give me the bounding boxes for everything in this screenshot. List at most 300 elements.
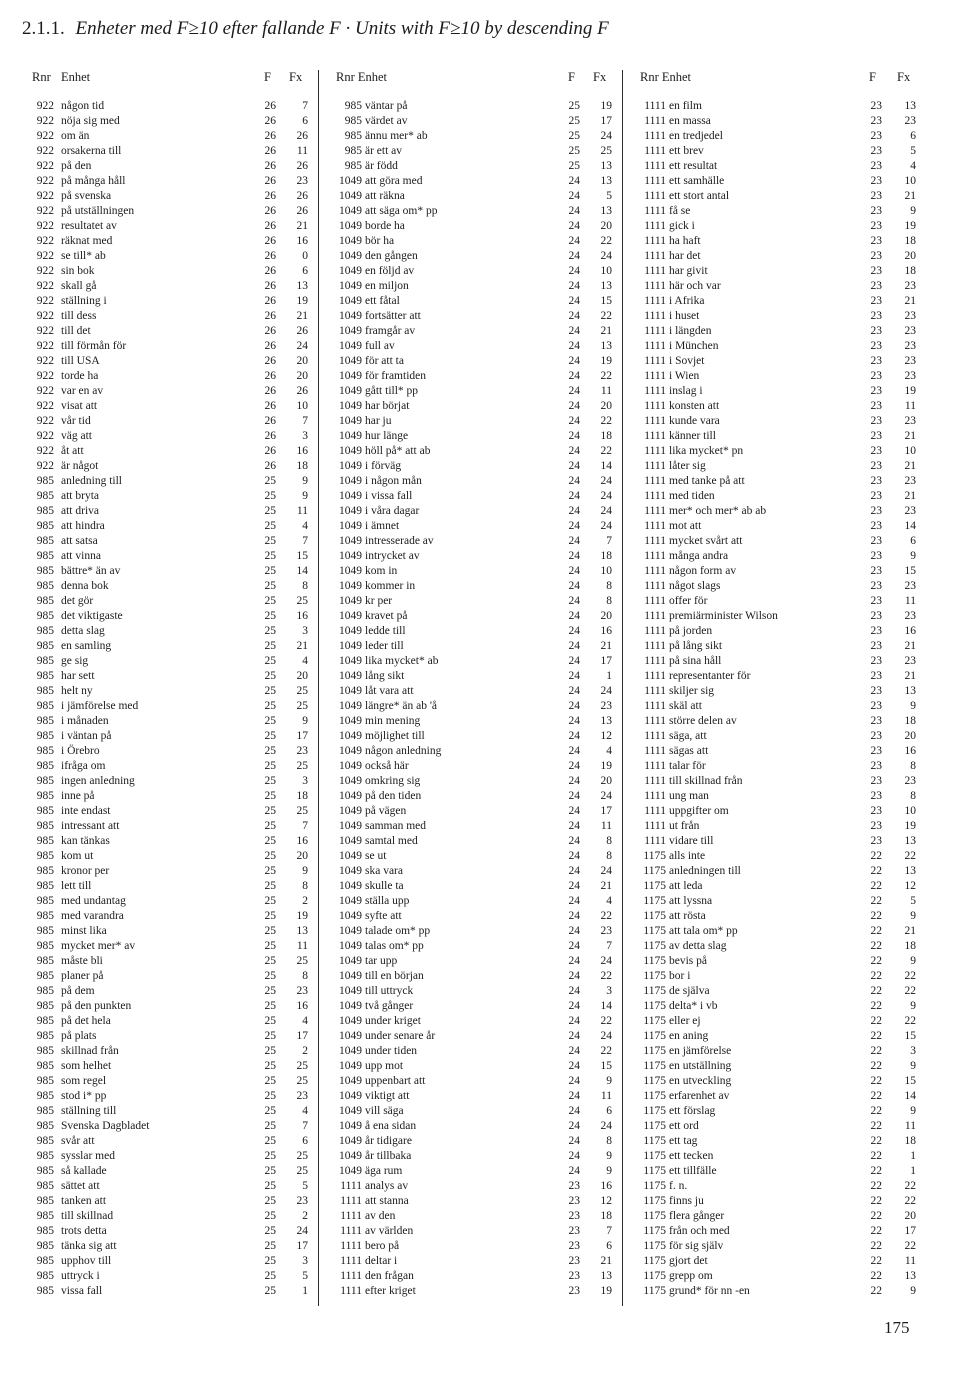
- table-row: [32, 310, 308, 325]
- rnr-cell: 985: [36, 835, 54, 847]
- fx-cell: 23: [296, 985, 308, 997]
- unit-cell: det viktigaste: [61, 610, 123, 622]
- rnr-cell: 1175: [643, 865, 666, 877]
- unit-cell: leder till: [365, 640, 404, 652]
- fx-cell: 18: [296, 790, 308, 802]
- rnr-cell: 922: [36, 415, 54, 427]
- fx-cell: 26: [296, 160, 308, 172]
- fx-cell: 10: [600, 565, 612, 577]
- table-row: [32, 925, 308, 940]
- f-cell: 23: [870, 730, 882, 742]
- table-row: [32, 1270, 308, 1285]
- f-cell: 25: [264, 1210, 276, 1222]
- unit-cell: mot att: [669, 520, 702, 532]
- rnr-cell: 1111: [644, 235, 666, 247]
- rnr-cell: 1175: [643, 1105, 666, 1117]
- fx-cell: 17: [600, 115, 612, 127]
- table-row: [336, 730, 610, 745]
- fx-cell: 24: [600, 790, 612, 802]
- unit-cell: under tiden: [365, 1045, 418, 1057]
- rnr-cell: 985: [36, 970, 54, 982]
- rnr-cell: 1111: [644, 340, 666, 352]
- f-cell: 23: [568, 1225, 580, 1237]
- rnr-cell: 985: [36, 670, 54, 682]
- unit-cell: på jorden: [669, 625, 713, 637]
- f-cell: 25: [264, 1105, 276, 1117]
- f-cell: 23: [870, 520, 882, 532]
- fx-cell: 18: [904, 265, 916, 277]
- table-row: [640, 700, 914, 715]
- table-row: [336, 220, 610, 235]
- rnr-cell: 1111: [644, 490, 666, 502]
- f-cell: 24: [568, 385, 580, 397]
- fx-cell: 17: [296, 730, 308, 742]
- f-cell: 22: [870, 925, 882, 937]
- unit-cell: av världen: [365, 1225, 414, 1237]
- fx-cell: 11: [904, 1255, 916, 1267]
- table-row: [336, 1120, 610, 1135]
- table-row: [32, 1000, 308, 1015]
- f-cell: 23: [870, 805, 882, 817]
- table-row: [336, 970, 610, 985]
- unit-cell: orsakerna till: [61, 145, 122, 157]
- unit-cell: ung man: [669, 790, 709, 802]
- fx-cell: 1: [910, 1150, 916, 1162]
- fx-cell: 26: [296, 325, 308, 337]
- fx-cell: 24: [600, 520, 612, 532]
- fx-cell: 25: [296, 1165, 308, 1177]
- fx-cell: 19: [904, 385, 916, 397]
- fx-cell: 22: [600, 910, 612, 922]
- table-row: [32, 475, 308, 490]
- rnr-cell: 1111: [644, 685, 666, 697]
- unit-cell: den frågan: [365, 1270, 414, 1282]
- f-cell: 26: [264, 100, 276, 112]
- unit-cell: ingen anledning: [61, 775, 135, 787]
- f-cell: 26: [264, 190, 276, 202]
- f-cell: 25: [264, 490, 276, 502]
- unit-cell: kronor per: [61, 865, 110, 877]
- f-cell: 22: [870, 940, 882, 952]
- unit-cell: anledningen till: [669, 865, 741, 877]
- f-cell: 22: [870, 1060, 882, 1072]
- unit-cell: gjort det: [669, 1255, 708, 1267]
- rnr-cell: 1175: [643, 1060, 666, 1072]
- unit-cell: ett tecken: [669, 1150, 714, 1162]
- fx-cell: 19: [296, 910, 308, 922]
- f-cell: 25: [264, 1075, 276, 1087]
- fx-cell: 8: [910, 760, 916, 772]
- fx-cell: 25: [296, 1150, 308, 1162]
- unit-cell: flera gånger: [669, 1210, 725, 1222]
- f-cell: 25: [264, 1255, 276, 1267]
- unit-cell: att rösta: [669, 910, 706, 922]
- unit-cell: ett fåtal: [365, 295, 400, 307]
- table-row: [640, 625, 914, 640]
- f-cell: 25: [264, 520, 276, 532]
- table-row: [336, 880, 610, 895]
- unit-cell: två gånger: [365, 1000, 414, 1012]
- unit-cell: en följd av: [365, 265, 415, 277]
- f-cell: 25: [264, 1090, 276, 1102]
- rnr-cell: 985: [36, 1270, 54, 1282]
- rnr-cell: 1049: [339, 640, 362, 652]
- f-cell: 24: [568, 1030, 580, 1042]
- rnr-cell: 1049: [339, 655, 362, 667]
- fx-cell: 3: [302, 625, 308, 637]
- table-row: [336, 625, 610, 640]
- table-row: [336, 1255, 610, 1270]
- rnr-cell: 1175: [643, 1165, 666, 1177]
- f-cell: 23: [870, 145, 882, 157]
- unit-cell: för framtiden: [365, 370, 426, 382]
- rnr-cell: 1049: [339, 1060, 362, 1072]
- rnr-cell: 985: [344, 145, 362, 157]
- fx-cell: 9: [910, 550, 916, 562]
- unit-cell: inslag i: [669, 385, 703, 397]
- table-row: [32, 190, 308, 205]
- f-cell: 24: [568, 280, 580, 292]
- unit-cell: kr per: [365, 595, 393, 607]
- f-cell: 25: [264, 940, 276, 952]
- f-cell: 24: [568, 355, 580, 367]
- f-cell: 22: [870, 1150, 882, 1162]
- rnr-cell: 985: [36, 1060, 54, 1072]
- table-row: [640, 175, 914, 190]
- fx-cell: 10: [904, 445, 916, 457]
- unit-cell: skillnad från: [61, 1045, 119, 1057]
- unit-cell: måste bli: [61, 955, 103, 967]
- unit-cell: inte endast: [61, 805, 111, 817]
- rnr-cell: 1049: [339, 445, 362, 457]
- fx-cell: 4: [302, 655, 308, 667]
- fx-cell: 18: [904, 715, 916, 727]
- rnr-cell: 1049: [339, 625, 362, 637]
- fx-cell: 4: [606, 745, 612, 757]
- fx-cell: 17: [600, 805, 612, 817]
- f-cell: 23: [870, 580, 882, 592]
- fx-cell: 12: [600, 730, 612, 742]
- table-row: [32, 1060, 308, 1075]
- table-row: [32, 1045, 308, 1060]
- rnr-cell: 985: [36, 1135, 54, 1147]
- f-cell: 22: [870, 880, 882, 892]
- unit-cell: till uttryck: [365, 985, 414, 997]
- f-cell: 22: [870, 1030, 882, 1042]
- f-cell: 24: [568, 325, 580, 337]
- f-cell: 24: [568, 175, 580, 187]
- fx-cell: 25: [296, 760, 308, 772]
- unit-cell: en massa: [669, 115, 711, 127]
- fx-cell: 9: [302, 475, 308, 487]
- fx-cell: 17: [904, 1225, 916, 1237]
- unit-cell: mer* och mer* ab ab: [669, 505, 767, 517]
- table-row: [32, 1240, 308, 1255]
- fx-cell: 23: [296, 745, 308, 757]
- f-cell: 25: [568, 160, 580, 172]
- table-row: [32, 730, 308, 745]
- f-cell: 25: [264, 1225, 276, 1237]
- rnr-cell: 985: [36, 715, 54, 727]
- section-title: Enheter med F≥10 efter fallande F · Units with F≥10 by descending F: [75, 18, 609, 39]
- fx-cell: 13: [600, 340, 612, 352]
- table-row: [336, 985, 610, 1000]
- fx-cell: 23: [904, 580, 916, 592]
- unit-cell: vissa fall: [61, 1285, 103, 1297]
- unit-cell: på sina håll: [669, 655, 722, 667]
- f-cell: 24: [568, 610, 580, 622]
- f-cell: 23: [870, 190, 882, 202]
- rnr-cell: 1175: [643, 985, 666, 997]
- table-row: [640, 265, 914, 280]
- table-row: [640, 1255, 914, 1270]
- unit-cell: talas om* pp: [365, 940, 424, 952]
- table-row: [640, 940, 914, 955]
- rnr-cell: 1175: [643, 1225, 666, 1237]
- unit-cell: på plats: [61, 1030, 97, 1042]
- rnr-cell: 985: [36, 1030, 54, 1042]
- table-row: [640, 205, 914, 220]
- fx-cell: 7: [606, 940, 612, 952]
- fx-cell: 24: [600, 955, 612, 967]
- f-cell: 26: [264, 175, 276, 187]
- table-row: [640, 1090, 914, 1105]
- unit-cell: delta* i vb: [669, 1000, 718, 1012]
- f-cell: 25: [264, 565, 276, 577]
- f-cell: 22: [870, 1285, 882, 1297]
- fx-cell: 23: [600, 700, 612, 712]
- rnr-cell: 1111: [644, 160, 666, 172]
- f-cell: 24: [568, 760, 580, 772]
- f-cell: 24: [568, 265, 580, 277]
- rnr-cell: 1111: [644, 610, 666, 622]
- f-cell: 24: [568, 490, 580, 502]
- fx-cell: 21: [600, 1255, 612, 1267]
- rnr-cell: 1049: [339, 1000, 362, 1012]
- unit-cell: nöja sig med: [61, 115, 120, 127]
- table-row: [640, 610, 914, 625]
- unit-cell: en miljon: [365, 280, 409, 292]
- table-row: [640, 250, 914, 265]
- f-cell: 25: [264, 640, 276, 652]
- table-row: [32, 1210, 308, 1225]
- f-cell: 24: [568, 445, 580, 457]
- fx-cell: 20: [600, 775, 612, 787]
- rnr-cell: 1049: [339, 280, 362, 292]
- table-row: [640, 295, 914, 310]
- table-row: [32, 985, 308, 1000]
- fx-cell: 22: [904, 1180, 916, 1192]
- f-cell: 23: [870, 115, 882, 127]
- rnr-cell: 985: [36, 1210, 54, 1222]
- unit-cell: äga rum: [365, 1165, 403, 1177]
- rnr-cell: 1049: [339, 310, 362, 322]
- f-cell: 22: [870, 1195, 882, 1207]
- unit-cell: i våra dagar: [365, 505, 420, 517]
- table-row: [32, 445, 308, 460]
- table-row: [336, 1195, 610, 1210]
- table-row: [336, 1225, 610, 1240]
- table-row: [336, 1165, 610, 1180]
- unit-cell: intressant att: [61, 820, 120, 832]
- fx-cell: 4: [302, 1015, 308, 1027]
- unit-cell: den gången: [365, 250, 418, 262]
- f-cell: 25: [264, 1000, 276, 1012]
- unit-cell: planer på: [61, 970, 104, 982]
- rnr-cell: 922: [36, 280, 54, 292]
- fx-cell: 7: [302, 100, 308, 112]
- rnr-cell: 985: [36, 985, 54, 997]
- rows: [32, 100, 308, 1300]
- unit-cell: lika mycket* pn: [669, 445, 744, 457]
- rnr-cell: 985: [36, 880, 54, 892]
- f-cell: 22: [870, 865, 882, 877]
- unit-cell: är född: [365, 160, 398, 172]
- rnr-cell: 1111: [644, 475, 666, 487]
- f-cell: 23: [870, 340, 882, 352]
- f-cell: 24: [568, 655, 580, 667]
- f-cell: 23: [568, 1210, 580, 1222]
- fx-cell: 8: [606, 835, 612, 847]
- table-row: [640, 325, 914, 340]
- fx-cell: 4: [606, 895, 612, 907]
- table-row: [336, 115, 610, 130]
- table-row: [336, 310, 610, 325]
- unit-cell: något slags: [669, 580, 721, 592]
- table-row: [32, 610, 308, 625]
- unit-cell: med undantag: [61, 895, 126, 907]
- unit-cell: inne på: [61, 790, 95, 802]
- unit-cell: av den: [365, 1210, 396, 1222]
- fx-cell: 23: [904, 310, 916, 322]
- fx-cell: 16: [296, 235, 308, 247]
- header-f: F: [869, 70, 876, 84]
- fx-cell: 21: [600, 880, 612, 892]
- unit-cell: framgår av: [365, 325, 416, 337]
- rnr-cell: 1175: [643, 955, 666, 967]
- table-row: [336, 850, 610, 865]
- unit-cell: efter kriget: [365, 1285, 416, 1297]
- rnr-cell: 985: [36, 685, 54, 697]
- f-cell: 22: [870, 1045, 882, 1057]
- rnr-cell: 985: [36, 535, 54, 547]
- table-row: [640, 1060, 914, 1075]
- table-row: [336, 190, 610, 205]
- rnr-cell: 1111: [644, 550, 666, 562]
- f-cell: 24: [568, 745, 580, 757]
- f-cell: 24: [568, 340, 580, 352]
- table-row: [640, 520, 914, 535]
- fx-cell: 0: [302, 250, 308, 262]
- f-cell: 24: [568, 475, 580, 487]
- fx-cell: 14: [904, 1090, 916, 1102]
- unit-cell: att hindra: [61, 520, 105, 532]
- f-cell: 24: [568, 430, 580, 442]
- rnr-cell: 1111: [644, 805, 666, 817]
- table-row: [336, 895, 610, 910]
- f-cell: 25: [264, 730, 276, 742]
- fx-cell: 24: [600, 130, 612, 142]
- f-cell: 24: [568, 310, 580, 322]
- unit-cell: en utställning: [669, 1060, 732, 1072]
- fx-cell: 21: [296, 310, 308, 322]
- unit-cell: ställning till: [61, 1105, 117, 1117]
- table-row: [640, 655, 914, 670]
- unit-cell: ut från: [669, 820, 700, 832]
- fx-cell: 20: [600, 220, 612, 232]
- fx-cell: 11: [296, 940, 308, 952]
- fx-cell: 25: [600, 145, 612, 157]
- unit-cell: i längden: [669, 325, 712, 337]
- table-row: [32, 100, 308, 115]
- table-row: [640, 445, 914, 460]
- fx-cell: 16: [904, 745, 916, 757]
- rnr-cell: 1049: [339, 325, 362, 337]
- f-cell: 26: [264, 235, 276, 247]
- unit-cell: Svenska Dagbladet: [61, 1120, 150, 1132]
- table-row: [32, 250, 308, 265]
- rnr-cell: 1049: [339, 1120, 362, 1132]
- unit-cell: talar för: [669, 760, 706, 772]
- rnr-cell: 1049: [339, 745, 362, 757]
- table-row: [32, 145, 308, 160]
- table-row: [32, 1135, 308, 1150]
- fx-cell: 11: [904, 595, 916, 607]
- f-cell: 24: [568, 400, 580, 412]
- f-cell: 25: [264, 820, 276, 832]
- rnr-cell: 1049: [339, 430, 362, 442]
- unit-cell: har det: [669, 250, 701, 262]
- fx-cell: 23: [904, 505, 916, 517]
- table-row: [336, 715, 610, 730]
- table-row: [640, 760, 914, 775]
- f-cell: 25: [568, 145, 580, 157]
- table-row: [32, 1075, 308, 1090]
- fx-cell: 23: [904, 115, 916, 127]
- f-cell: 25: [568, 130, 580, 142]
- f-cell: 25: [264, 1195, 276, 1207]
- fx-cell: 10: [600, 265, 612, 277]
- f-cell: 23: [568, 1270, 580, 1282]
- unit-cell: vill säga: [365, 1105, 404, 1117]
- unit-cell: att säga om* pp: [365, 205, 438, 217]
- f-cell: 25: [264, 775, 276, 787]
- unit-cell: till förmån för: [61, 340, 127, 352]
- rnr-cell: 1175: [643, 1075, 666, 1087]
- table-row: [640, 775, 914, 790]
- f-cell: 25: [264, 595, 276, 607]
- fx-cell: 11: [904, 400, 916, 412]
- fx-cell: 8: [302, 970, 308, 982]
- unit-cell: resultatet av: [61, 220, 117, 232]
- fx-cell: 25: [296, 1075, 308, 1087]
- fx-cell: 22: [600, 310, 612, 322]
- f-cell: 23: [870, 610, 882, 622]
- rnr-cell: 985: [36, 1045, 54, 1057]
- f-cell: 25: [264, 505, 276, 517]
- table-row: [640, 505, 914, 520]
- table-row: [336, 535, 610, 550]
- header-rnr: Rnr: [32, 70, 51, 84]
- rnr-cell: 985: [36, 505, 54, 517]
- table-row: [640, 340, 914, 355]
- fx-cell: 16: [296, 610, 308, 622]
- rnr-cell: 1111: [340, 1225, 362, 1237]
- table-row: [336, 910, 610, 925]
- unit-cell: f. n.: [669, 1180, 688, 1192]
- fx-cell: 22: [600, 1015, 612, 1027]
- fx-cell: 24: [600, 685, 612, 697]
